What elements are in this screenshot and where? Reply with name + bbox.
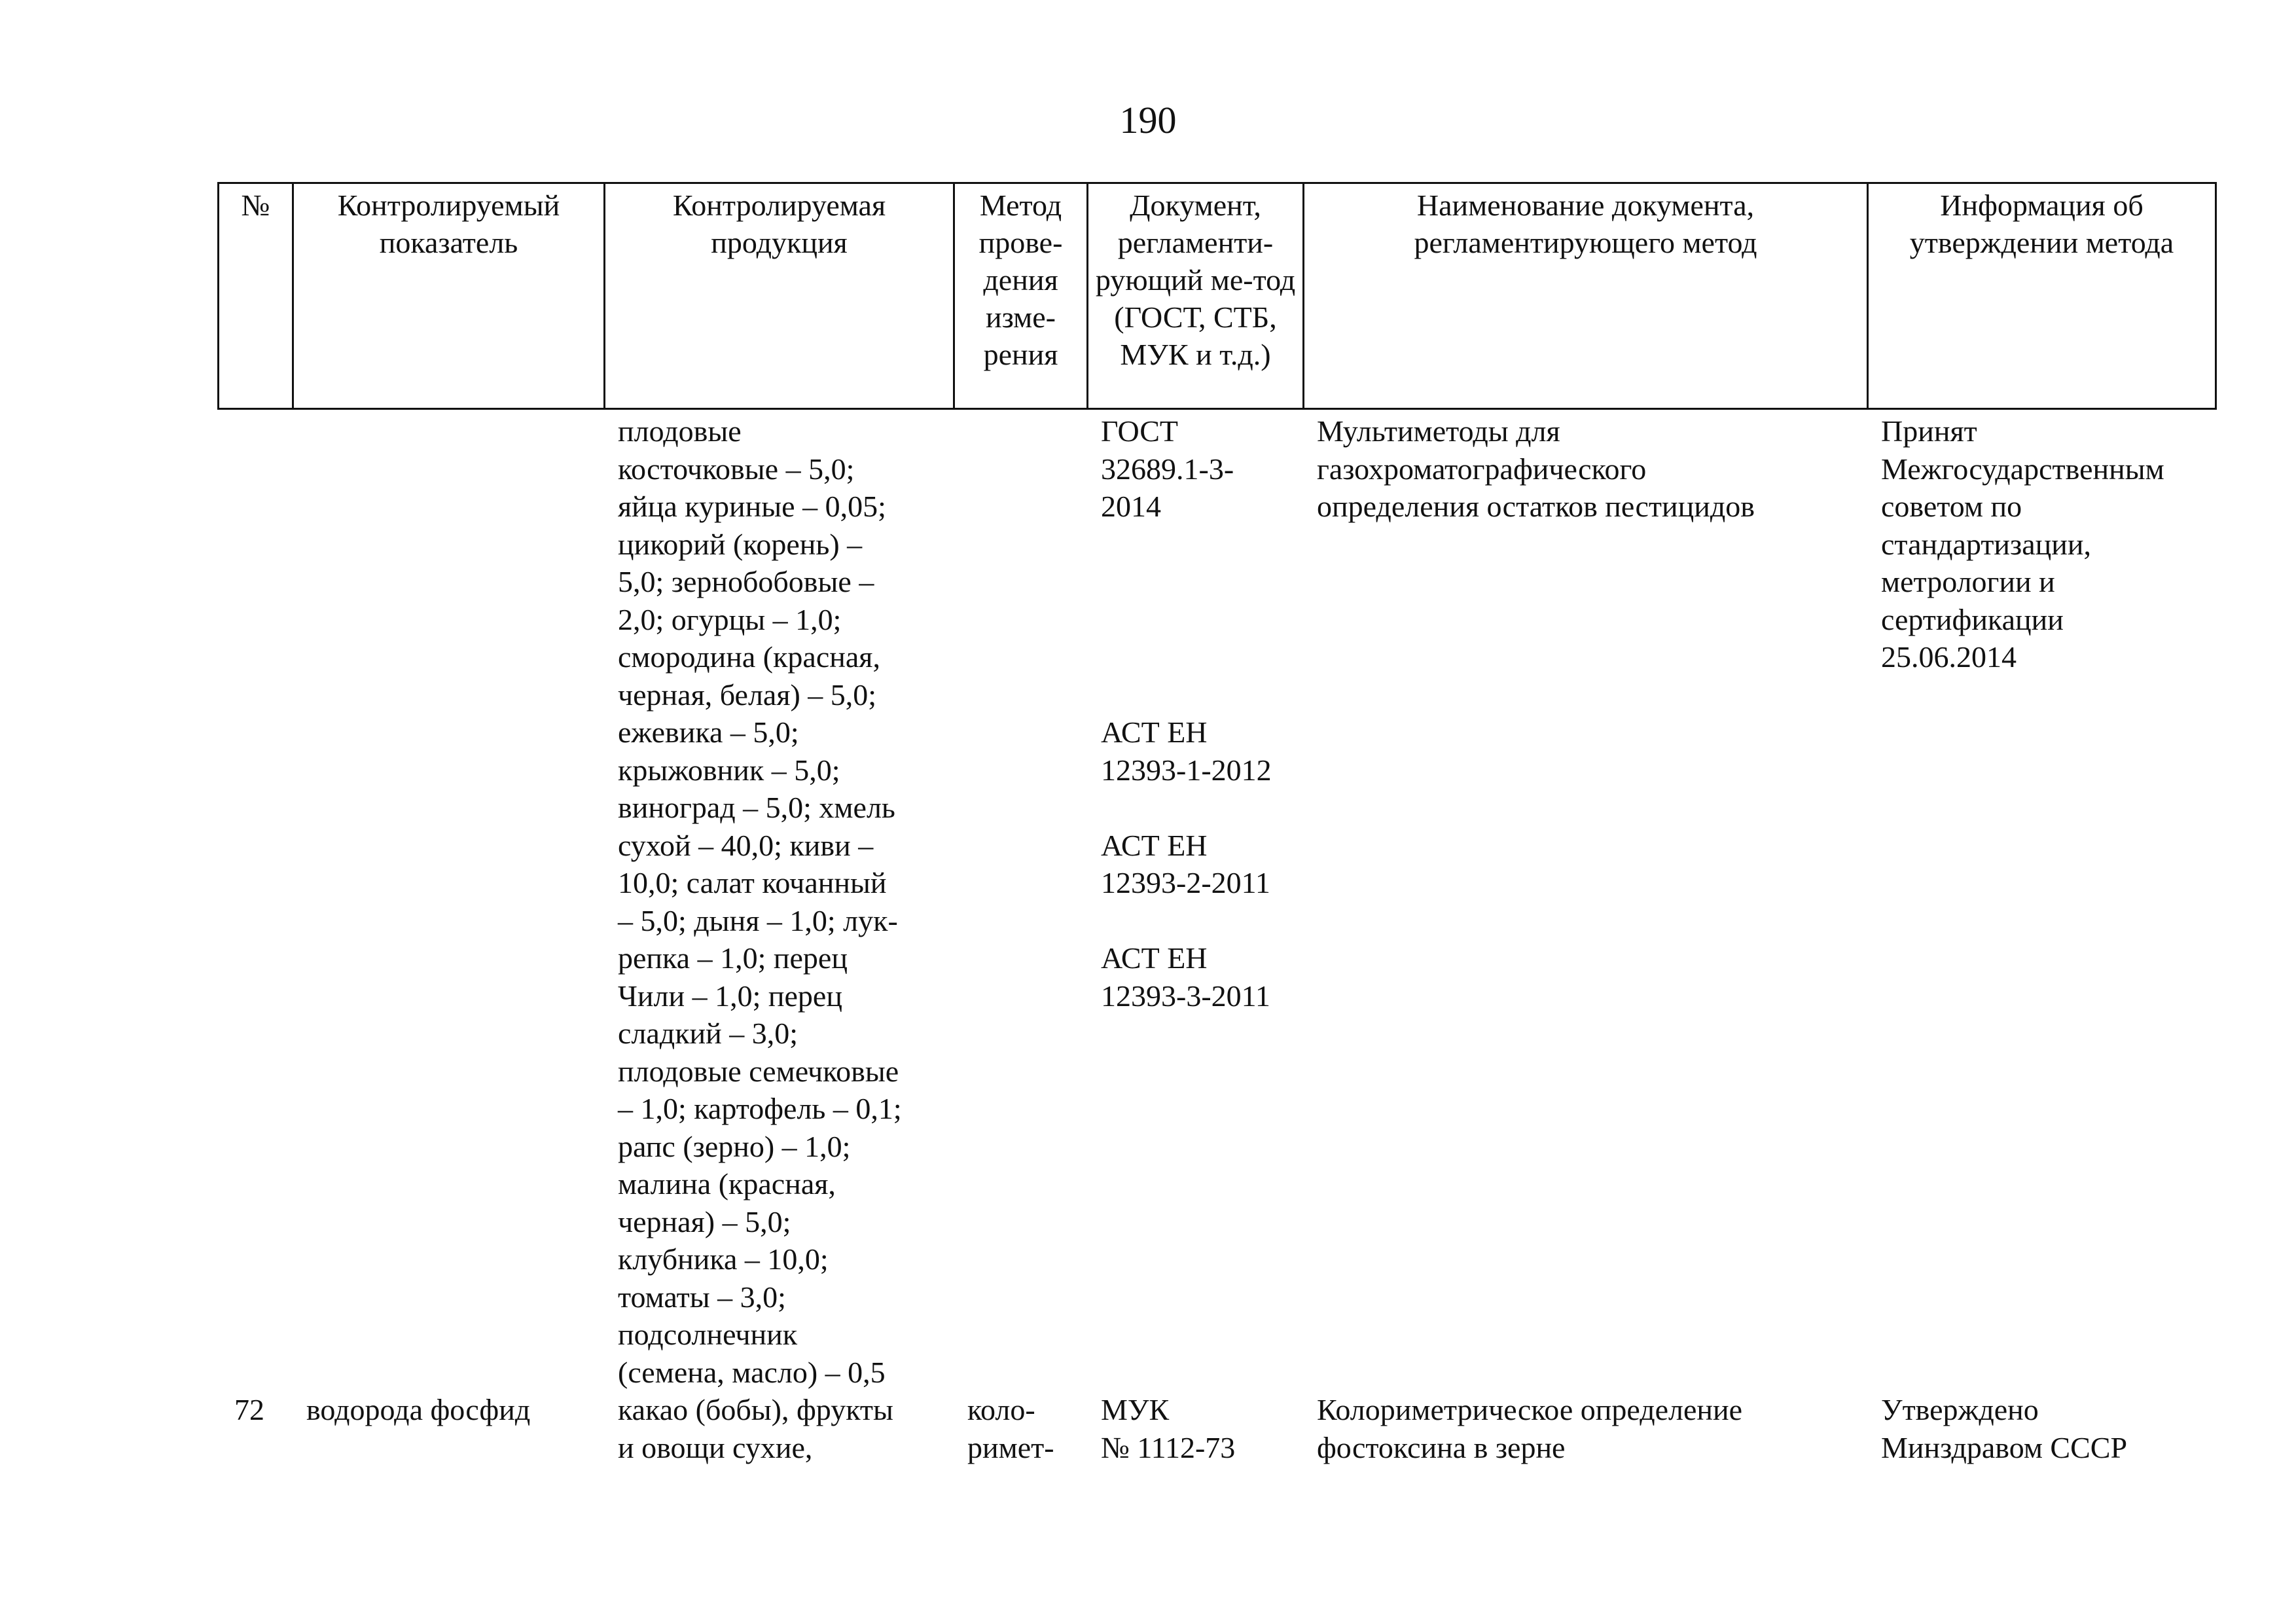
- header-document-name: Наименование документа, регламентирующего метод: [1304, 183, 1868, 409]
- page-number: 190: [1119, 99, 1177, 141]
- table-body: [217, 412, 2215, 1466]
- document-cell: ГОСТ 32689.1-3- 2014 АСТ ЕН 12393-1-2012 АСТ ЕН 12393-2-2011 АСТ ЕН 12393-3-2011: [1101, 414, 1272, 1013]
- products-cell: какао (бобы), фрукты и овощи сухие,: [618, 1393, 893, 1464]
- approval-cell: Утверждено Минздравом СССР: [1881, 1393, 2128, 1464]
- approval-cell: Принят Межгосударственным советом по стандартизации, метрологии и сертификации 25.06.2014: [1881, 414, 2164, 674]
- products-cell: плодовые косточковые – 5,0; яйца куриные – 0,05; цикорий (корень) – 5,0; зернобобовые – 2,0; огурцы – 1,0; смородина (красная, черная, белая) – 5,0; ежевика – 5,0; крыжовник – 5,0; виноград – 5,0; хмель сухой – 40,0; киви – 10,0; салат кочанный – 5,0; дыня – 1,0; лук- репка – 1,0; перец Чили – 1,0; перец сладкий – 3,0; плодовые семечковые – 1,0; картофель – 0,1; рапс (зерно) – 1,0; малина (красная, черная) – 5,0; клубника – 10,0; томаты – 3,0; подсолнечник (семена, масло) – 0,5: [618, 414, 902, 1389]
- header-products: Контролируемая продукция: [605, 183, 954, 409]
- document-cell: МУК № 1112-73: [1101, 1393, 1236, 1464]
- document-name-cell: Мультиметоды для газохроматографического определения остатков пестицидов: [1317, 414, 1755, 523]
- table-row: [217, 1391, 2215, 1466]
- table-row: [217, 412, 2215, 1391]
- header-number: №: [219, 183, 293, 409]
- method-cell: коло- римет-: [967, 1393, 1054, 1464]
- document-name-cell: Колориметрическое определение фостоксина в зерне: [1317, 1393, 1743, 1464]
- header-approval: Информация об утверждении метода: [1868, 183, 2216, 409]
- table-header: [217, 182, 2217, 410]
- row-number: 72: [234, 1393, 264, 1426]
- header-indicator: Контролируемый показатель: [293, 183, 605, 409]
- header-document: Документ, регламенти-рующий ме-тод (ГОСТ, СТБ, МУК и т.д.): [1088, 183, 1304, 409]
- indicator-cell: водорода фосфид: [306, 1393, 531, 1426]
- header-method: Метод прове-дения изме-рения: [954, 183, 1088, 409]
- method-cell: [953, 412, 1086, 1391]
- indicator-cell: [292, 412, 603, 1391]
- row-number: [217, 412, 292, 1391]
